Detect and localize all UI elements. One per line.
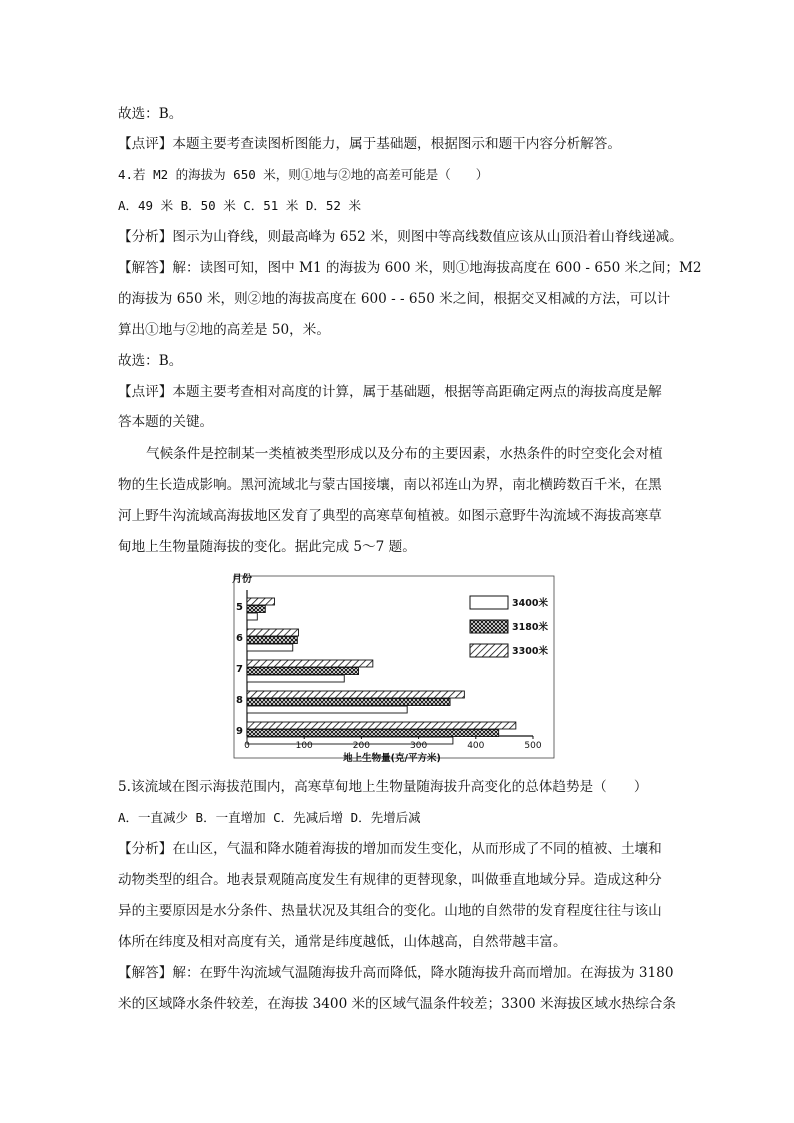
x-tick-label: 300 xyxy=(410,741,428,751)
answer-line-1: 【解答】解：在野牛沟流域气温随海拔升高而降低，降水随海拔升高而增加。在海拔为 3180 xyxy=(118,965,674,981)
bar-3180米-8 xyxy=(247,699,450,706)
x-axis-label: 地上生物量(克/平方米) xyxy=(343,753,441,764)
bar-3300米-9 xyxy=(247,722,516,729)
x-tick-label: 100 xyxy=(295,741,313,751)
text-line-8: 算出①地与②地的高差是 50，米。 xyxy=(118,322,330,338)
bar-3180米-9 xyxy=(247,730,499,737)
analysis-line-2: 动物类型的组合。地表景观随高度发生有规律的更替现象，叫做垂直地域分异。造成这种分 xyxy=(118,872,662,888)
bar-3300米-6 xyxy=(247,629,298,636)
text-line-2: 【点评】本题主要考查读图析图能力，属于基础题，根据图示和题干内容分析解答。 xyxy=(118,136,621,152)
bar-3180米-7 xyxy=(247,668,359,675)
x-tick-label: 400 xyxy=(467,741,485,751)
question-4-options: A．49 米 B．50 米 C．51 米 D．52 米 xyxy=(118,198,361,213)
bar-3400米-6 xyxy=(247,644,293,651)
x-tick-label: 200 xyxy=(352,741,370,751)
question-5-stem: 5.该流域在图示海拔范围内，高寒草甸地上生物量随海拔升高变化的总体趋势是（ ） xyxy=(118,779,648,795)
x-tick-label: 0 xyxy=(244,741,250,751)
legend-label: 3400米 xyxy=(512,598,548,609)
analysis-line-1: 【分析】在山区，气温和降水随着海拔的增加而发生变化，从而形成了不同的植被、土壤和 xyxy=(118,841,662,857)
y-tick-label: 5 xyxy=(236,602,243,613)
bar-3400米-7 xyxy=(247,675,344,682)
bar-3180米-6 xyxy=(247,637,297,644)
bar-3400米-8 xyxy=(247,706,407,713)
bar-3400米-5 xyxy=(247,613,257,620)
text-line-7: 的海拔为 650 米，则②地的海拔高度在 600 - - 650 米之间，根据交叉相减的方法，可以计 xyxy=(118,291,671,307)
x-tick-label: 500 xyxy=(524,741,542,751)
text-line-10: 【点评】本题主要考查相对高度的计算，属于基础题，根据等高距确定两点的海拔高度是解 xyxy=(118,384,662,400)
y-tick-label: 8 xyxy=(236,695,243,706)
text-line-5: 【分析】图示为山脊线，则最高峰为 652 米，则图中等高线数值应该从山顶沿着山脊线递减。 xyxy=(118,229,683,245)
y-tick-label: 9 xyxy=(236,726,243,737)
legend-swatch-3180米 xyxy=(470,620,508,633)
text-line-11: 答本题的关键。 xyxy=(118,414,214,430)
legend-label: 3300米 xyxy=(512,646,548,657)
passage-line-1: 气候条件是控制某一类植被类型形成以及分布的主要因素，水热条件的时空变化会对植 xyxy=(146,446,663,462)
question-4-stem: 4.若 M2 的海拔为 650 米，则①地与②地的高差可能是（ ） xyxy=(118,167,489,182)
answer-line-2: 米的区域降水条件较差，在海拔 3400 米的区域气温条件较差；3300 米海拔区域水热综合条 xyxy=(118,996,676,1012)
bar-3300米-5 xyxy=(247,598,274,605)
bar-3180米-5 xyxy=(247,606,265,613)
legend-label: 3180米 xyxy=(512,622,548,633)
biomass-bar-chart xyxy=(224,568,548,768)
text-line-1: 故选：B。 xyxy=(118,106,183,122)
text-line-6: 【解答】解：读图可知，图中 M1 的海拔为 600 米，则①地海拔高度在 600 - 650 米之间；M2 xyxy=(118,260,702,276)
text-line-9: 故选：B。 xyxy=(118,353,183,369)
y-tick-label: 6 xyxy=(236,633,243,644)
passage-line-2: 物的生长造成影响。黑河流域北与蒙古国接壤，南以祁连山为界，南北横跨数百千米，在黑 xyxy=(118,477,662,493)
bar-3300米-7 xyxy=(247,660,373,667)
legend-swatch-3400米 xyxy=(470,596,508,609)
analysis-line-3: 异的主要原因是水分条件、热量状况及其组合的变化。山地的自然带的发育程度往往与该山 xyxy=(118,903,662,919)
y-tick-label: 7 xyxy=(236,664,243,675)
question-5-options: A．一直减少 B．一直增加 C．先减后增 D．先增后减 xyxy=(118,810,421,825)
passage-line-4: 甸地上生物量随海拔的变化。据此完成 5～7 题。 xyxy=(118,539,416,555)
passage-line-3: 河上野牛沟流域高海拔地区发育了典型的高寒草甸植被。如图示意野牛沟流域不海拔高寒草 xyxy=(118,508,662,524)
analysis-line-4: 体所在纬度及相对高度有关，通常是纬度越低，山体越高，自然带越丰富。 xyxy=(118,934,567,950)
bar-3300米-8 xyxy=(247,691,464,698)
y-axis-label: 月份 xyxy=(232,574,252,585)
legend-swatch-3300米 xyxy=(470,644,508,657)
